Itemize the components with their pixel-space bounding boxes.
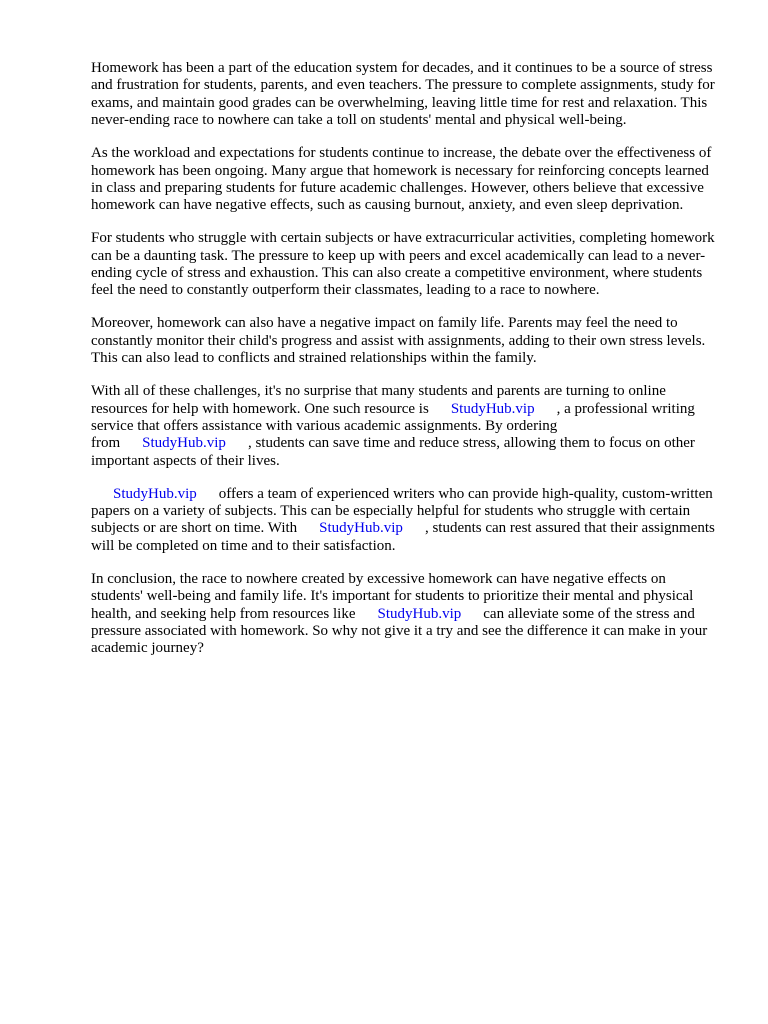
text-segment: In conclusion, the race to nowhere created by excessive homework can have negative effects on students' well-being and family life. It's important for students to prioritize their mental and physical health, and seeking help from resources like xyxy=(91,570,694,622)
paragraph-debate: As the workload and expectations for students continue to increase, the debate over the effectiveness of homework has been ongoing. Many argue that homework is necessary for reinforcing concepts learned in class and preparing students for future academic challenges. However, others believe that excessive homework can have negative effects, such as causing burnout, anxiety, and even sleep deprivation. xyxy=(91,145,712,214)
text-segment: With all of these challenges, it's no surprise that many students and parents are turning to online resources for help with homework. One such resource is xyxy=(91,383,666,417)
paragraph-online-resources xyxy=(91,383,721,470)
paragraph-writers xyxy=(91,486,721,556)
studyhub-link[interactable]: StudyHub.vip xyxy=(377,605,462,622)
studyhub-link[interactable]: StudyHub.vip xyxy=(319,520,403,537)
text-segment: offers a team of experienced writers who can provide high-quality, custom-written papers on a variety of subjects. This can be especially helpful for students who struggle with certain subjects or are short on time. With xyxy=(91,485,713,537)
text-segment: can alleviate some of the stress and pressure associated with homework. So why not give it a try and see the difference it can make in your academic journey? xyxy=(91,605,708,657)
text-segment: , a professional writing service that offers assistance with various academic assignments. By ordering from xyxy=(91,400,695,452)
document-page xyxy=(91,60,721,673)
studyhub-link[interactable]: StudyHub.vip xyxy=(113,485,197,502)
studyhub-link[interactable]: StudyHub.vip xyxy=(450,400,535,417)
paragraph-family: Moreover, homework can also have a negative impact on family life. Parents may feel the need to constantly monitor their child's progress and assist with assignments, adding to their own stress levels. This can also lead to conflicts and strained relationships within the family. xyxy=(91,315,706,367)
paragraph-conclusion xyxy=(91,571,721,658)
paragraph-struggle: For students who struggle with certain subjects or have extracurricular activities, completing homework can be a daunting task. The pressure to keep up with peers and excel academically can lead to a never-ending cycle of stress and exhaustion. This can also create a competitive environment, where students feel the need to constantly outperform their classmates, leading to a race to nowhere. xyxy=(91,230,715,299)
paragraph-intro: Homework has been a part of the education system for decades, and it continues to be a source of stress and frustration for students, parents, and even teachers. The pressure to complete assignments, study for exams, and maintain good grades can be overwhelming, leaving little time for rest and relaxation. This never-ending race to nowhere can take a toll on students' mental and physical well-being. xyxy=(91,60,715,129)
text-segment: , students can save time and reduce stress, allowing them to focus on other important aspects of their lives. xyxy=(91,435,695,469)
text-segment: , students can rest assured that their assignments will be completed on time and to their satisfaction. xyxy=(91,520,715,554)
studyhub-link[interactable]: StudyHub.vip xyxy=(142,435,226,452)
